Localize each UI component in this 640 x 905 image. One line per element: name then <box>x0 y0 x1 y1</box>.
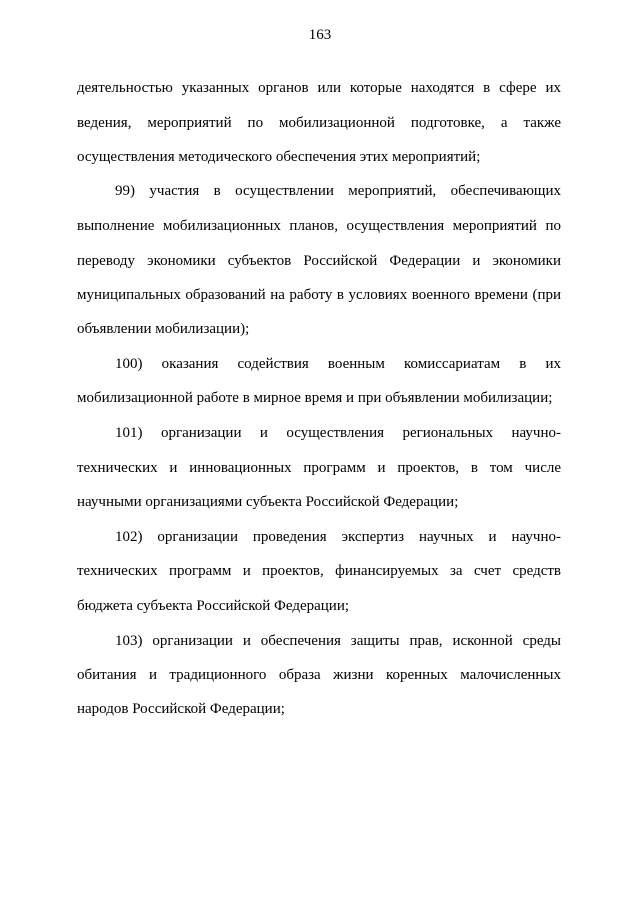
paragraph-line: 102) организации проведения экспертиз научных и научно- <box>115 529 561 545</box>
paragraph-line: деятельностью указанных органов или которые находятся в сфере их <box>77 80 561 96</box>
paragraph-line: муниципальных образований на работу в условиях военного времени (при <box>77 287 561 303</box>
paragraph-line: осуществления методического обеспечения этих мероприятий; <box>77 149 481 165</box>
paragraph-line: бюджета субъекта Российской Федерации; <box>77 598 350 614</box>
paragraph-line: технических и инновационных программ и проектов, в том числе <box>77 460 561 476</box>
paragraph-line: 100) оказания содействия военным комиссариатам в их <box>115 356 561 372</box>
paragraph-line: объявлении мобилизации); <box>77 321 250 337</box>
paragraph-line: переводу экономики субъектов Российской Федерации и экономики <box>77 253 561 269</box>
paragraph-line: 101) организации и осуществления региональных научно- <box>115 425 561 441</box>
paragraph-line: технических программ и проектов, финансируемых за счет средств <box>77 563 561 579</box>
paragraph-line: 99) участия в осуществлении мероприятий, обеспечивающих <box>115 183 561 199</box>
paragraph-line: научными организациями субъекта Российской Федерации; <box>77 494 459 510</box>
paragraph-line: выполнение мобилизационных планов, осуществления мероприятий по <box>77 218 561 234</box>
paragraph-line: мобилизационной работе в мирное время и при объявлении мобилизации; <box>77 390 553 406</box>
paragraph-line: ведения, мероприятий по мобилизационной подготовке, а также <box>77 115 561 131</box>
page-number: 163 <box>308 27 332 43</box>
paragraph-line: народов Российской Федерации; <box>77 701 285 717</box>
paragraph-line: 103) организации и обеспечения защиты прав, исконной среды <box>115 633 561 649</box>
paragraph-line: обитания и традиционного образа жизни коренных малочисленных <box>77 667 561 683</box>
